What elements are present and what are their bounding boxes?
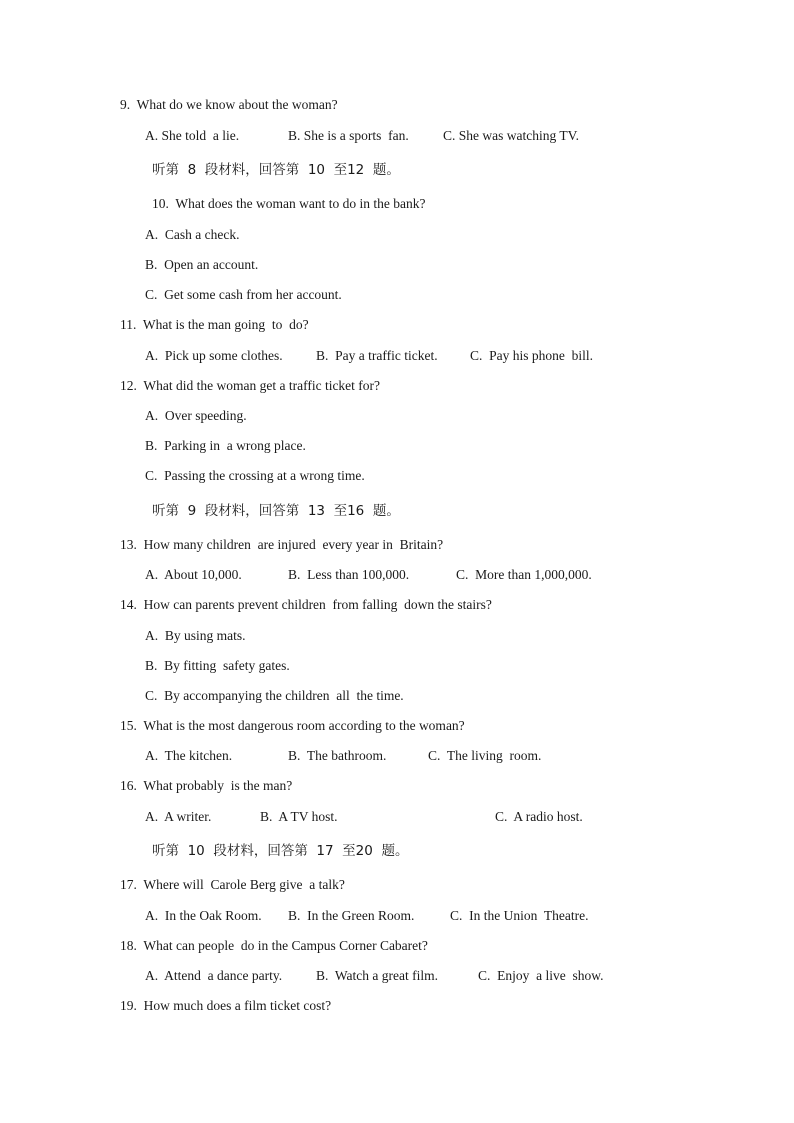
question-14: 14. How can parents prevent children from falling down the stairs? [120, 597, 492, 612]
question-12: 12. What did the woman get a traffic ticket for? [120, 378, 381, 393]
option-16a: A. A writer. [145, 809, 212, 824]
option-11a: A. Pick up some clothes. [145, 348, 283, 363]
option-14c: C. By accompanying the children all the time. [145, 688, 404, 703]
option-9a: A. She told a lie. [145, 128, 240, 143]
option-16c: C. A radio host. [495, 809, 583, 824]
option-12b: B. Parking in a wrong place. [145, 438, 306, 453]
option-13c: C. More than 1,000,000. [456, 567, 592, 582]
option-17c: C. In the Union Theatre. [450, 908, 589, 923]
option-11c: C. Pay his phone bill. [470, 348, 594, 363]
question-19: 19. How much does a film ticket cost? [120, 998, 332, 1013]
section-heading-9: 听第 9 段材料，回答第 13 至16 题。 [152, 503, 400, 519]
option-13b: B. Less than 100,000. [288, 567, 410, 582]
option-15c: C. The living room. [428, 748, 542, 763]
option-18b: B. Watch a great film. [316, 968, 439, 983]
question-11: 11. What is the man going to do? [120, 317, 309, 332]
option-18c: C. Enjoy a live show. [478, 968, 604, 983]
option-17a: A. In the Oak Room. [145, 908, 262, 923]
option-15b: B. The bathroom. [288, 748, 387, 763]
option-10c: C. Get some cash from her account. [145, 287, 342, 302]
option-11b: B. Pay a traffic ticket. [316, 348, 438, 363]
option-15a: A. The kitchen. [145, 748, 233, 763]
option-17b: B. In the Green Room. [288, 908, 415, 923]
option-9b: B. She is a sports fan. [288, 128, 409, 143]
question-13: 13. How many children are injured every year in Britain? [120, 537, 444, 552]
option-18a: A. Attend a dance party. [145, 968, 283, 983]
section-heading-10: 听第 10 段材料，回答第 17 至20 题。 [152, 843, 409, 859]
question-10: 10. What does the woman want to do in the bank? [152, 196, 426, 211]
question-17: 17. Where will Carole Berg give a talk? [120, 877, 345, 892]
option-14a: A. By using mats. [145, 628, 246, 643]
option-10a: A. Cash a check. [145, 227, 240, 242]
option-10b: B. Open an account. [145, 257, 259, 272]
option-16b: B. A TV host. [260, 809, 338, 824]
option-9c: C. She was watching TV. [443, 128, 579, 143]
option-14b: B. By fitting safety gates. [145, 658, 290, 673]
option-12c: C. Passing the crossing at a wrong time. [145, 468, 365, 483]
option-12a: A. Over speeding. [145, 408, 247, 423]
question-9: 9. What do we know about the woman? [120, 97, 338, 112]
option-13a: A. About 10,000. [145, 567, 242, 582]
question-15: 15. What is the most dangerous room according to the woman? [120, 718, 465, 733]
section-heading-8: 听第 8 段材料，回答第 10 至12 题。 [152, 162, 400, 178]
question-16: 16. What probably is the man? [120, 778, 293, 793]
question-18: 18. What can people do in the Campus Corner Cabaret? [120, 938, 428, 953]
